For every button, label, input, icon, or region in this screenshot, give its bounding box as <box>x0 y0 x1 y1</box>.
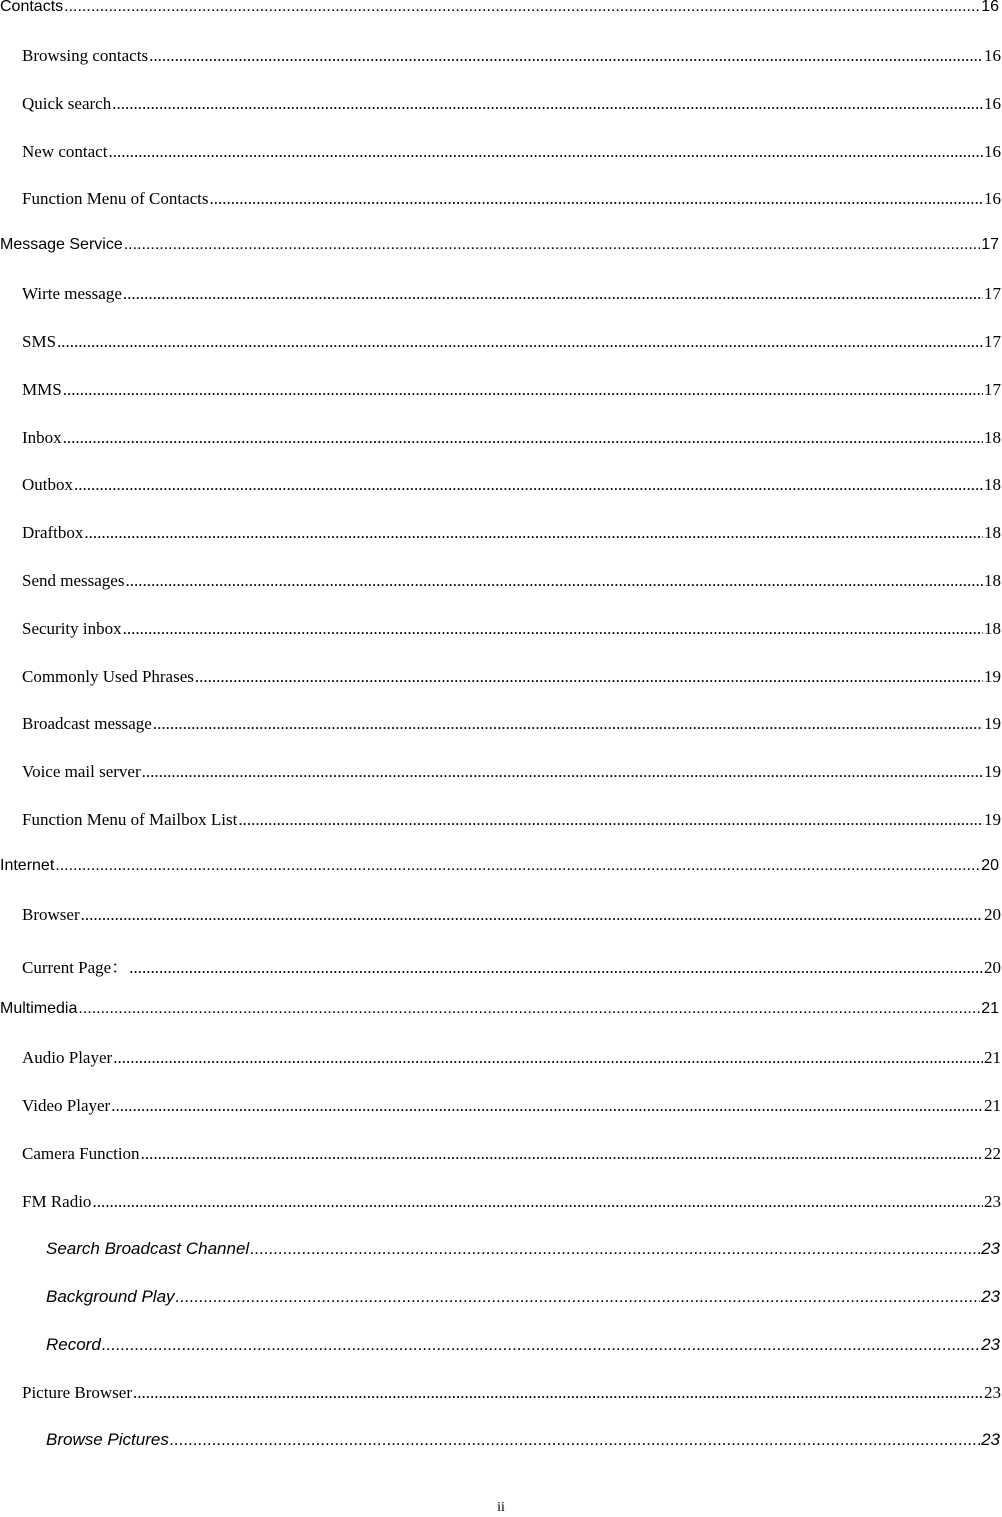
toc-section-entry[interactable] <box>0 571 1002 591</box>
toc-chapter-entry[interactable] <box>0 0 1002 16</box>
toc-entry-label: Picture Browser <box>22 1383 133 1402</box>
toc-entry-page-number: 19 <box>984 714 1001 733</box>
toc-entry-page-number: 17 <box>981 236 999 253</box>
toc-entry-label: Function Menu of Contacts <box>22 189 209 208</box>
toc-entry-label: Current Page： <box>22 958 129 977</box>
dot-leader <box>57 332 983 352</box>
toc-section-entry[interactable] <box>0 810 1002 830</box>
dot-leader <box>55 857 980 875</box>
toc-entry-label: Background Play <box>46 1287 175 1306</box>
toc-section-entry[interactable] <box>0 1144 1002 1164</box>
toc-section-entry[interactable] <box>0 1096 1002 1116</box>
dot-leader <box>112 94 983 114</box>
dot-leader <box>125 571 983 591</box>
toc-entry-label: Browse Pictures <box>46 1430 169 1449</box>
toc-entry-label: Draftbox <box>22 523 84 542</box>
toc-section-entry[interactable] <box>0 284 1002 304</box>
toc-entry-label: Search Broadcast Channel <box>46 1239 250 1258</box>
dot-leader <box>123 619 983 639</box>
toc-entry-page-number: 20 <box>984 958 1001 977</box>
dot-leader <box>108 142 983 162</box>
toc-entry-label: Outbox <box>22 475 73 494</box>
toc-entry-label: Record <box>46 1335 101 1354</box>
toc-section-entry[interactable] <box>0 1048 1002 1068</box>
toc-subsection-entry[interactable] <box>0 1239 1002 1259</box>
toc-chapter-entry[interactable] <box>0 857 1002 875</box>
toc-entry-label: Internet <box>0 857 55 874</box>
toc-entry-page-number: 21 <box>981 1000 999 1017</box>
dot-leader <box>170 1430 980 1450</box>
toc-entry-page-number: 19 <box>984 810 1001 829</box>
dot-leader <box>153 714 983 734</box>
toc-entry-page-number: 20 <box>984 905 1001 924</box>
dot-leader <box>113 1048 983 1068</box>
dot-leader <box>250 1239 980 1259</box>
toc-section-entry[interactable] <box>0 189 1002 209</box>
dot-leader <box>63 380 983 400</box>
toc-section-entry[interactable] <box>0 142 1002 162</box>
dot-leader <box>141 1144 983 1164</box>
toc-section-entry[interactable] <box>0 1192 1002 1212</box>
toc-entry-page-number: 23 <box>981 1335 1000 1354</box>
dot-leader <box>210 189 983 209</box>
toc-subsection-entry[interactable] <box>0 1335 1002 1355</box>
dot-leader <box>78 1000 980 1018</box>
toc-entry-label: Camera Function <box>22 1144 140 1163</box>
toc-entry-page-number: 23 <box>981 1239 1000 1258</box>
toc-entry-page-number: 16 <box>984 189 1001 208</box>
toc-entry-label: Video Player <box>22 1096 111 1115</box>
toc-section-entry[interactable] <box>0 953 1002 978</box>
toc-section-entry[interactable] <box>0 428 1002 448</box>
toc-chapter-entry[interactable] <box>0 1000 1002 1018</box>
toc-entry-label: Contacts <box>0 0 64 15</box>
toc-section-entry[interactable] <box>0 619 1002 639</box>
dot-leader <box>238 810 983 830</box>
dot-leader <box>133 1383 983 1403</box>
toc-entry-label: MMS <box>22 380 62 399</box>
toc-entry-label: Browser <box>22 905 80 924</box>
toc-entry-page-number: 21 <box>984 1048 1001 1067</box>
toc-entry-label: Message Service <box>0 236 123 253</box>
toc-entry-page-number: 16 <box>981 0 999 15</box>
toc-entry-page-number: 17 <box>984 380 1001 399</box>
toc-entry-label: Send messages <box>22 571 125 590</box>
toc-entry-page-number: 18 <box>984 475 1001 494</box>
toc-chapter-entry[interactable] <box>0 236 1002 254</box>
toc-section-entry[interactable] <box>0 46 1002 66</box>
toc-section-entry[interactable] <box>0 762 1002 782</box>
toc-entry-label: Browsing contacts <box>22 46 149 65</box>
toc-entry-page-number: 22 <box>984 1144 1001 1163</box>
dot-leader <box>176 1287 981 1307</box>
toc-entry-label: Multimedia <box>0 1000 78 1017</box>
toc-entry-page-number: 23 <box>981 1430 1000 1449</box>
toc-entry-label: Quick search <box>22 94 112 113</box>
dot-leader <box>92 1192 983 1212</box>
dot-leader <box>149 46 983 66</box>
toc-entry-page-number: 16 <box>984 46 1001 65</box>
dot-leader <box>102 1335 980 1355</box>
toc-section-entry[interactable] <box>0 332 1002 352</box>
dot-leader <box>84 523 983 543</box>
toc-entry-label: Function Menu of Mailbox List <box>22 810 238 829</box>
toc-entry-page-number: 19 <box>984 762 1001 781</box>
toc-entry-label: Wirte message <box>22 284 122 303</box>
toc-subsection-entry[interactable] <box>0 1430 1002 1450</box>
toc-entry-page-number: 17 <box>984 284 1001 303</box>
toc-entry-label: FM Radio <box>22 1192 92 1211</box>
toc-entry-page-number: 19 <box>984 667 1001 686</box>
dot-leader <box>123 284 983 304</box>
toc-entry-label: Commonly Used Phrases <box>22 667 194 686</box>
toc-section-entry[interactable] <box>0 714 1002 734</box>
toc-entry-page-number: 23 <box>984 1383 1001 1402</box>
toc-entry-page-number: 23 <box>981 1287 1000 1306</box>
toc-section-entry[interactable] <box>0 1383 1002 1403</box>
dot-leader <box>111 1096 983 1116</box>
page-number: ii <box>497 1500 505 1515</box>
toc-entry-label: SMS <box>22 332 57 351</box>
toc-entry-page-number: 20 <box>981 857 999 874</box>
toc-entry-page-number: 18 <box>984 619 1001 638</box>
toc-section-entry[interactable] <box>0 905 1002 925</box>
toc-section-entry[interactable] <box>0 94 1002 114</box>
toc-section-entry[interactable] <box>0 667 1002 687</box>
toc-entry-label: Voice mail server <box>22 762 141 781</box>
toc-section-entry[interactable] <box>0 523 1002 543</box>
toc-subsection-entry[interactable] <box>0 1287 1002 1307</box>
toc-entry-label: Audio Player <box>22 1048 113 1067</box>
toc-entry-page-number: 18 <box>984 571 1001 590</box>
dot-leader <box>63 428 983 448</box>
toc-entry-page-number: 16 <box>984 94 1001 113</box>
toc-entry-label: Inbox <box>22 428 62 447</box>
dot-leader <box>124 236 980 254</box>
toc-entry-label: Broadcast message <box>22 714 152 733</box>
toc-entry-page-number: 18 <box>984 523 1001 542</box>
dot-leader <box>195 667 983 687</box>
dot-leader <box>129 958 983 978</box>
dot-leader <box>81 905 983 925</box>
toc-entry-label: New contact <box>22 142 108 161</box>
toc-entry-label: Security inbox <box>22 619 122 638</box>
dot-leader <box>142 762 983 782</box>
toc-entry-page-number: 21 <box>984 1096 1001 1115</box>
dot-leader <box>64 0 980 16</box>
dot-leader <box>74 475 983 495</box>
toc-section-entry[interactable] <box>0 380 1002 400</box>
toc-entry-page-number: 16 <box>984 142 1001 161</box>
toc-entry-page-number: 17 <box>984 332 1001 351</box>
toc-entry-page-number: 18 <box>984 428 1001 447</box>
toc-entry-page-number: 23 <box>984 1192 1001 1211</box>
toc-section-entry[interactable] <box>0 475 1002 495</box>
